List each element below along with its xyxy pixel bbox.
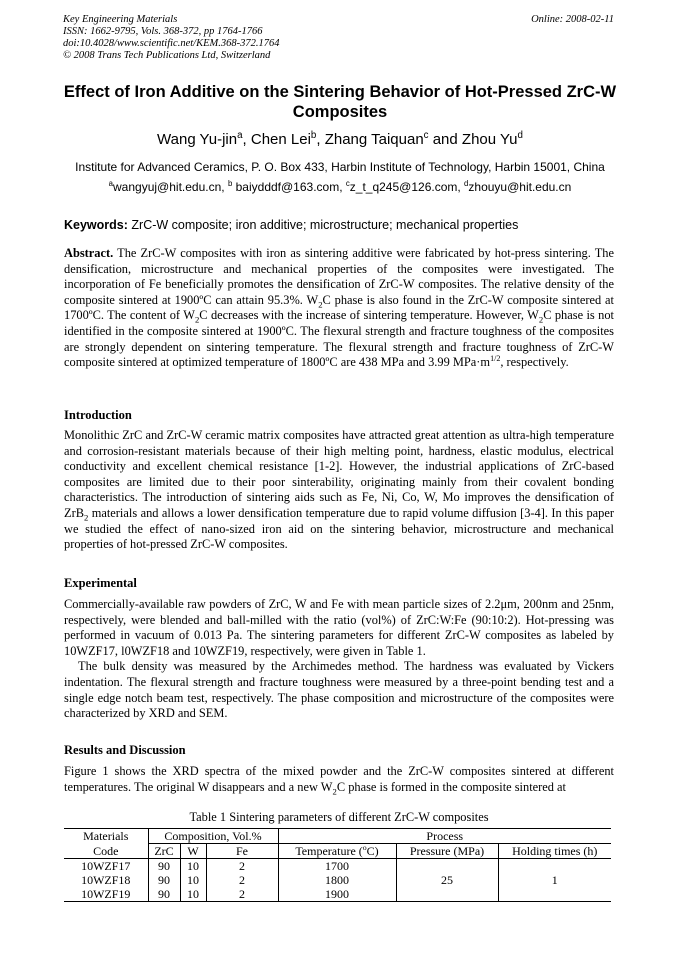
table-header-cell: ZrC: [148, 844, 180, 859]
table-header-cell: Composition, Vol.%: [148, 829, 278, 844]
doi-line: doi:10.4028/www.scientific.net/KEM.368-372.1764: [63, 38, 280, 49]
email-address: baiydddf@163.com: [235, 180, 340, 194]
author-mark: a: [237, 130, 243, 141]
table-header-cell: Process: [278, 829, 611, 844]
email-list: $^a$wangyuj@hit.edu.cn, $^b$ baiydddf@163.com, $^c$z_t_q245@126.com, $^d$zhouyu@hit.edu.cn: [108, 179, 572, 194]
author-mark: c: [423, 130, 429, 141]
author-separator: and: [428, 131, 462, 148]
table-cell: 90: [148, 887, 180, 902]
introduction-text: Monolithic ZrC and ZrC-W ceramic matrix composites have attracted great attention as ultra-high temperature and corrosion-resistant materials because of their high melting point, hardness, elastic modulus, electrical conductivity and excellent chemical resistance [1-2]. However, the industrial applications of ZrC-based composites are limited due to their poor sinterability, originating mainly from their covalent bonding characteristics. The introduction of sintering aids such as Fe, Ni, Co, W, Mo improves the densification of ZrB: [64, 428, 614, 520]
keywords-label: Keywords:: [64, 218, 128, 232]
author-separator: ,: [316, 131, 325, 148]
table-cell: 10WZF18: [81, 873, 131, 887]
email-address: z_t_q245@126.com: [349, 180, 458, 194]
results-heading: Results and Discussion: [64, 743, 186, 757]
abstract-label: Abstract.: [64, 246, 114, 260]
header-text: C): [366, 844, 379, 858]
journal-header: [63, 14, 614, 62]
table-cell: 1: [498, 859, 611, 902]
table-cell: 90: [148, 859, 180, 874]
table-cell: 10: [180, 873, 206, 887]
table-header-row: [64, 844, 611, 859]
table-header-cell: Fe: [206, 844, 278, 859]
author-mark: d: [517, 130, 523, 141]
email-mark: b: [227, 179, 233, 188]
superscript: 1/2: [490, 354, 501, 364]
sintering-table: [64, 828, 611, 902]
author-name: Wang Yu-jin: [157, 131, 238, 148]
table-cell: 10WZF17: [81, 859, 131, 873]
table-header-cell: Pressure (MPa): [396, 844, 498, 859]
subscript: 2: [83, 512, 89, 523]
table-header-row: [64, 829, 611, 844]
email-address: zhouyu@hit.edu.cn: [468, 180, 572, 194]
experimental-paragraph: The bulk density was measured by the Archimedes method. The hardness was evaluated by Vickers indentation. The flexural strength and fracture toughness were measured by a three-point bending test and a single edge notch beam test, respectively. The phase composition and microstructure of the composites were characterized by XRD and SEM.: [64, 659, 614, 721]
table-cell: 90: [148, 873, 180, 887]
email-mark: d: [464, 179, 469, 188]
introduction-heading: Introduction: [64, 408, 132, 422]
table-cell: 1700: [278, 859, 396, 874]
introduction-body: [64, 428, 614, 553]
paper-title: Effect of Iron Additive on the Sintering Behavior of Hot-Pressed ZrC-W Composites: [63, 83, 617, 121]
author-name: Chen Lei: [250, 131, 311, 148]
abstract-text: , respectively.: [500, 355, 569, 370]
author-list: [60, 131, 620, 149]
table-cell: 2: [206, 887, 278, 902]
table-header-cell: [278, 844, 396, 859]
table-cell: 2: [206, 859, 278, 874]
introduction-text: materials and allows a lower densification temperature due to rapid volume diffusion [3-4]. In this paper we studied the effect of nano-sized iron aid on the sintering behavior, microstructure and mechanical properties of hot-pressed ZrC-W composites.: [64, 505, 614, 552]
table-cell: 25: [396, 859, 498, 902]
email-mark: a: [108, 179, 114, 188]
experimental-paragraph: Commercially-available raw powders of ZrC, W and Fe with mean particle sizes of 2.2μm, 200nm and 25nm, respectively, were blended and ball-milled with the ratio (vol%) of ZrC:W:Fe (90:10:2). Hot-pressing was performed in vacuum of 0.013 Pa. The sintering parameters for different ZrC-W composites as labeled by 10WZF17, l0WZF18 and 10WZF19, respectively, were given in Table 1.: [64, 597, 614, 658]
results-body: [64, 764, 614, 795]
keywords-text: ZrC-W composite; iron additive; microstructure; mechanical properties: [131, 218, 519, 232]
header-text: Temperature (: [295, 844, 363, 858]
table-header-cell: W: [180, 844, 206, 859]
table-header-cell: Code: [64, 844, 148, 859]
online-date: Online: 2008-02-11: [531, 14, 614, 25]
author-separator: ,: [242, 131, 251, 148]
subscript: 2: [332, 786, 337, 797]
keywords: [64, 217, 616, 233]
abstract-text: C phase is also found in the ZrC-W composite sintered at 1700ºC. The content of W: [64, 292, 614, 323]
author-name: Zhou Yu: [461, 131, 518, 148]
table-cell: 10: [180, 859, 206, 874]
subscript: 2: [194, 314, 200, 325]
copyright-line: © 2008 Trans Tech Publications Ltd, Switzerland: [63, 50, 271, 61]
table-header-cell: Holding times (h): [498, 844, 611, 859]
table-cell: 10WZF19: [64, 887, 148, 902]
abstract-text: C phase is not identified in the composite sintered at 1900ºC. The flexural strength and fracture toughness of the composites are strongly dependent on sintering temperature. The flexural strength and fracture toughness of ZrC-W composite sintered at optimized temperature of 1800ºC are 438 MPa and 3.99 MPa·m: [64, 308, 614, 370]
table-cell: 1900: [278, 887, 396, 902]
results-text: C phase is formed in the composite sintered at: [336, 779, 567, 794]
table-cell: 2: [206, 873, 278, 887]
author-mark: b: [310, 130, 317, 141]
results-text: Figure 1 shows the XRD spectra of the mixed powder and the ZrC-W composites sintered at different temperatures. The original W disappears and a new W: [64, 764, 614, 794]
abstract-text: The ZrC-W composites with iron as sintering additive were fabricated by hot-press sintering. The densification, microstructure and mechanical properties of the composites were investigated. The incorporation of Fe beneficially promotes the densification of ZrC-W composites. The relative density of the composite sintered at 1900ºC can attain 95.3%. W: [64, 246, 615, 307]
author-name: Zhang Taiquan: [324, 131, 424, 148]
table-caption: Table 1 Sintering parameters of different ZrC-W composites: [189, 810, 489, 824]
journal-name: Key Engineering Materials: [63, 14, 178, 25]
subscript: 2: [538, 314, 544, 325]
issn-line: ISSN: 1662-9795, Vols. 368-372, pp 1764-1766: [63, 26, 263, 37]
email-mark: c: [345, 179, 350, 188]
experimental-body: [64, 597, 614, 722]
superscript: o: [362, 843, 367, 852]
abstract-text: C decreases with the increase of sintering temperature. However, W: [199, 308, 539, 323]
subscript: 2: [318, 299, 323, 310]
abstract: [64, 246, 614, 371]
table-cell: 10: [180, 887, 206, 902]
table-row: [64, 859, 611, 874]
table-cell: 1800: [278, 873, 396, 887]
table-header-cell: Materials: [64, 829, 148, 844]
affiliation: Institute for Advanced Ceramics, P. O. Box 433, Harbin Institute of Technology, Harbin 15001, China: [75, 160, 605, 174]
email-address: wangyuj@hit.edu.cn: [113, 180, 222, 194]
experimental-heading: Experimental: [64, 576, 137, 590]
